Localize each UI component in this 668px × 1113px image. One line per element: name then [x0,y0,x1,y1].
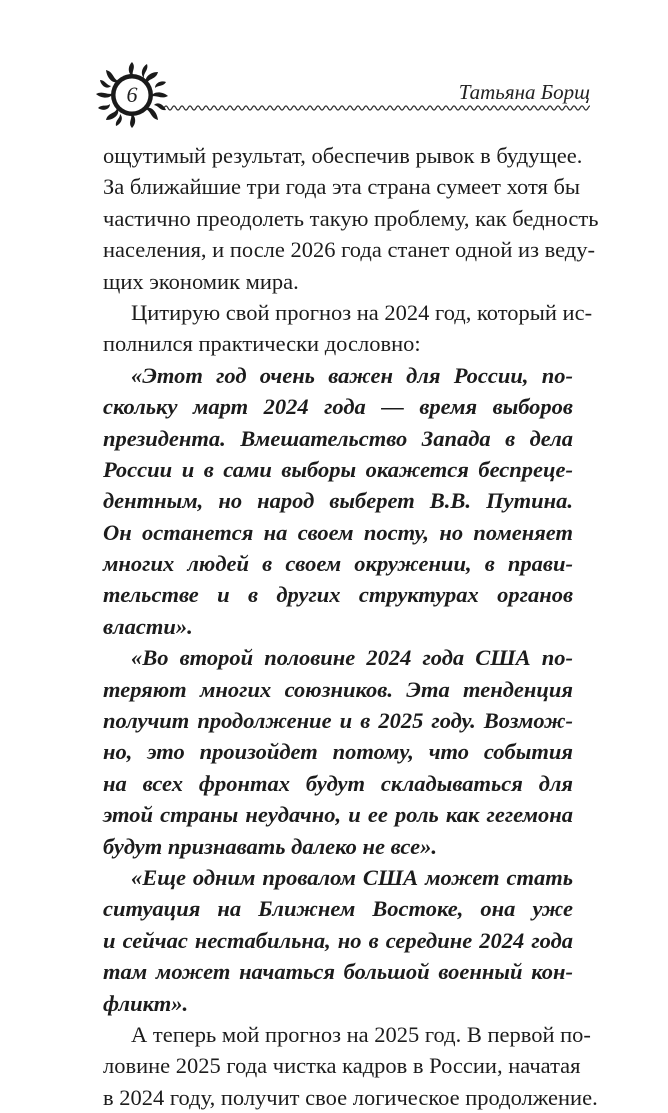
text-line: полнился практически дословно: [103,331,421,357]
quote-line: но, это произойдет потому, что события [103,739,573,765]
quote-line: дентным, но народ выберет В.В. Путина. [103,488,573,514]
text-line: щих экономик мира. [103,268,299,294]
page-header [92,58,590,130]
text-line: частично преодолеть такую проблему, как бедность [103,205,599,231]
page-body [103,140,599,1113]
quote-line: получит продолжение и в 2025 году. Возмож- [103,708,573,734]
quote-line: «Еще одним провалом США может стать [131,864,573,890]
quote-line: и сейчас нестабильна, но в середине 2024 года [103,927,573,953]
text-line: Цитирую свой прогноз на 2024 год, который ис- [131,299,593,325]
quote-line: Он останется на своем посту, но поменяет [103,519,573,545]
quote-line: президента. Вмешательство Запада в дела [103,425,573,451]
quote-line: «Этот год очень важен для России, по- [131,362,573,388]
quote-line: «Во второй половине 2024 года США по- [131,645,573,671]
text-line: населения, и после 2026 года станет одной из веду- [103,237,595,263]
quote-line: на всех фронтах будут складываться для [103,770,573,796]
quote-line: России и в сами выборы окажется беспреце- [103,456,573,482]
page-number: 6 [126,82,138,107]
quote-line: фликт». [103,990,189,1016]
quote-line: ситуация на Ближнем Востоке, она уже [103,896,573,922]
quote-line: многих людей в своем окружении, в прави- [103,551,573,577]
text-line: ощутимый результат, обеспечив рывок в будущее. [103,143,583,168]
quote-line: этой страны неудачно, и ее роль как гегемона [103,802,573,828]
quote-line: теряют многих союзников. Эта тенденция [103,676,573,702]
quote-line: власти». [103,613,193,639]
text-line: А теперь мой прогноз на 2025 год. В первой по- [131,1021,591,1047]
quote-line: там может начаться большой военный кон- [103,959,573,985]
quote-line: скольку март 2024 года — время выборов [103,394,573,420]
quote-line: тельстве и в других структурах органов [103,582,573,608]
text-line: За ближайшие три года эта страна сумеет хотя бы [103,174,581,200]
text-line: в 2024 году, получит свое логическое продолжение. [103,1084,598,1110]
running-head-author: Татьяна Борщ [458,80,590,104]
quote-line: будут признавать далеко не все». [103,833,437,859]
text-line: ловине 2025 года чистка кадров в России, начатая [103,1053,581,1079]
